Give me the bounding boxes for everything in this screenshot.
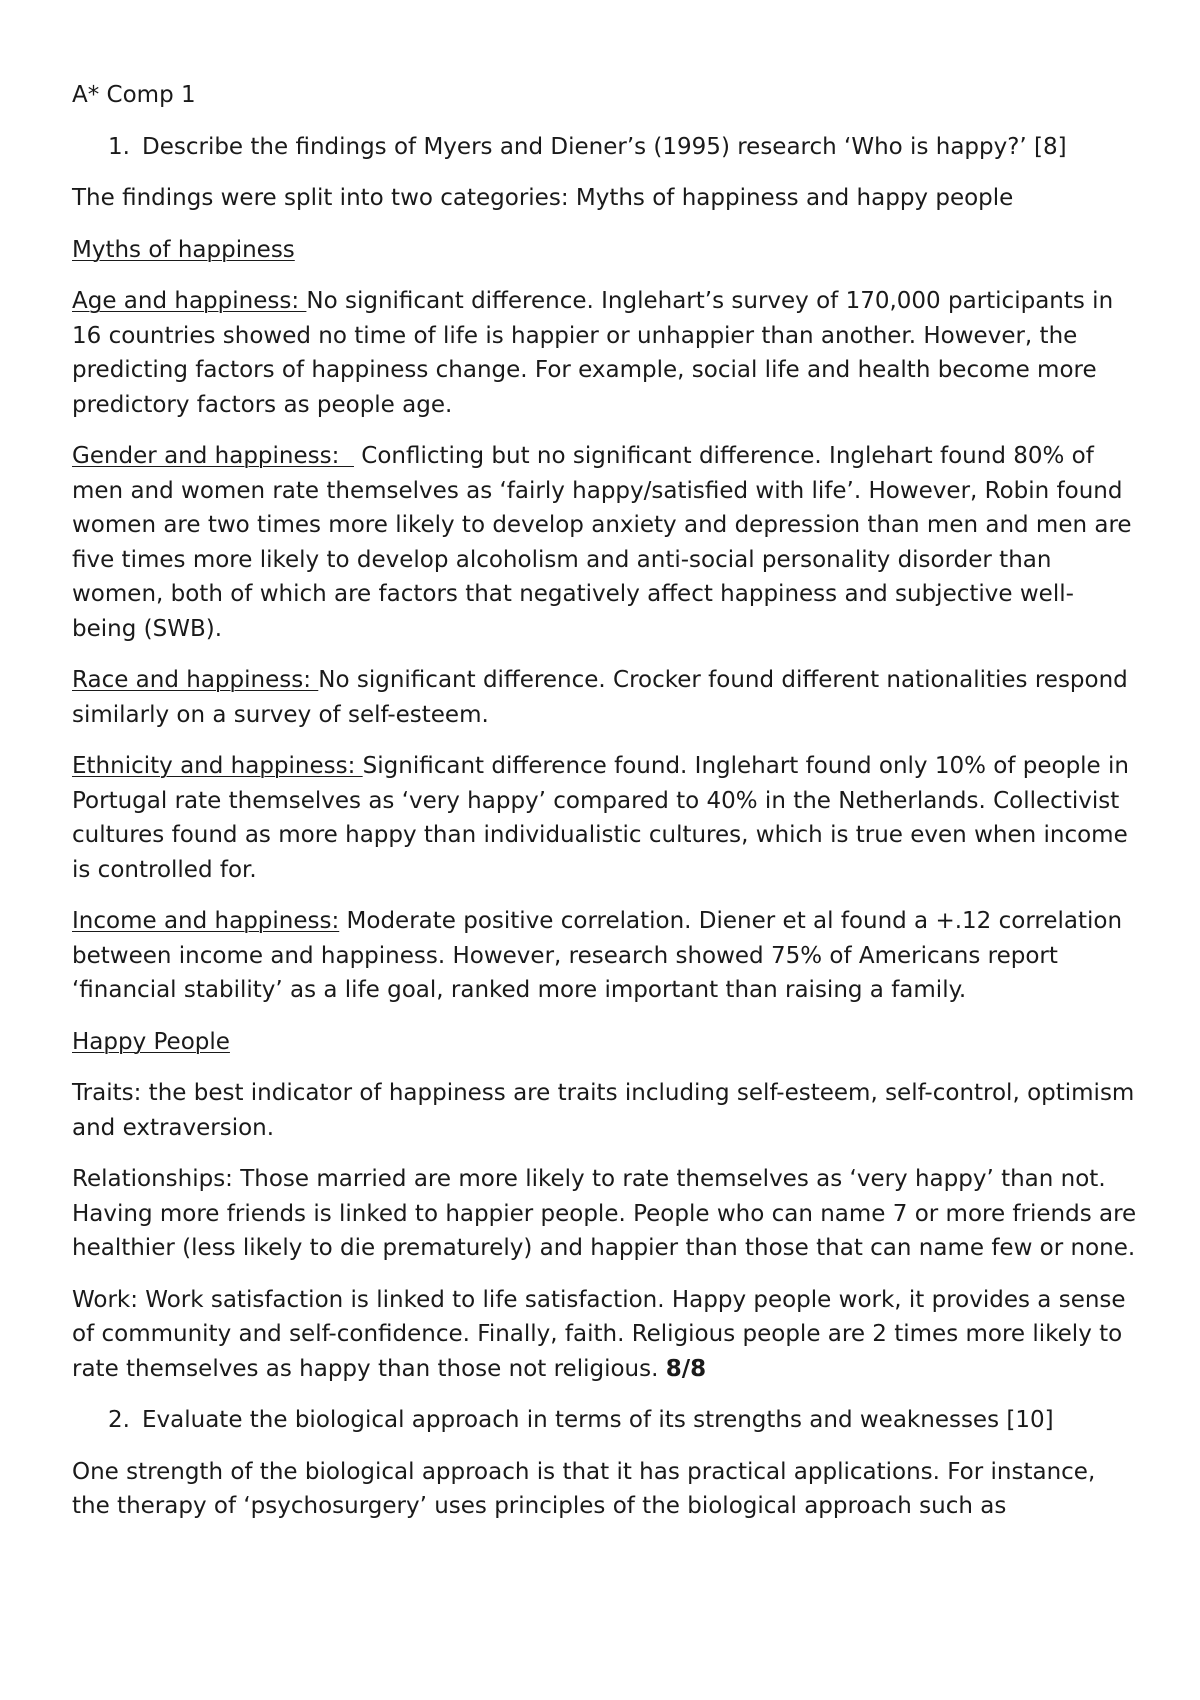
ethnicity-text: Significant difference found. Inglehart found only 10% of people in Portugal rate themselves as ‘very happy’ compared to 40% in the Netherlands. Collectivist cultures found as more happy than individualistic cultures, which is true even when income is controlled for.: [72, 753, 1129, 883]
intro-paragraph: The findings were split into two categories: Myths of happiness and happy people: [72, 185, 1014, 211]
income-paragraph: [72, 904, 1138, 1008]
ethnicity-label: Ethnicity and happiness:: [72, 753, 363, 779]
relationships-paragraph: Relationships: Those married are more likely to rate themselves as ‘very happy’ than not. Having more friends is linked to happier people. People who can name 7 or more friends are healthier (less likely to die prematurely) and happier than those that can name few or none.: [72, 1166, 1137, 1261]
age-text: No significant difference. Inglehart’s survey of 170,000 participants in 16 countries showed no time of life is happier or unhappier than another. However, the predicting factors of happiness change. For example, social life and health become more predictory factors as people age.: [72, 288, 1114, 418]
question-2-number: 2.: [108, 1407, 130, 1433]
happy-people-heading-text: Happy People: [72, 1028, 230, 1055]
race-text: No significant difference. Crocker found different nationalities respond similarly on a survey of self-esteem.: [72, 667, 1128, 728]
gender-paragraph: [72, 439, 1138, 646]
happy-people-heading: [72, 1025, 1138, 1060]
work-score: 8/8: [665, 1355, 707, 1382]
age-label: Age and happiness:: [72, 288, 307, 314]
question-2: [72, 1403, 1138, 1438]
answer-2-paragraph: One strength of the biological approach is that it has practical applications. For instance, the therapy of ‘psychosurgery’ uses principles of the biological approach such as: [72, 1458, 1096, 1519]
document-page: [72, 78, 1138, 1541]
gender-text: Conflicting but no significant difference. Inglehart found 80% of men and women rate themselves as ‘fairly happy/satisfied with life’. However, Robin found women are two times more likely to develop anxiety and depression than men and men are five times more likely to develop alcoholism and anti-social personality disorder than women, both of which are factors that negatively affect happiness and subjective well-being (SWB).: [72, 443, 1132, 642]
income-label: Income and happiness:: [72, 908, 340, 934]
ethnicity-paragraph: [72, 749, 1138, 887]
question-1-number: 1.: [108, 133, 130, 160]
document-title: A* Comp 1: [72, 82, 196, 108]
race-label: Race and happiness:: [72, 667, 319, 693]
income-text: Moderate positive correlation. Diener et al found a +.12 correlation between income and happiness. However, research showed 75% of Americans report ‘financial stability’ as a life goal, ranked more important than raising a family.: [72, 908, 1123, 1003]
question-2-text: Evaluate the biological approach in terms of its strengths and weaknesses [10]: [142, 1407, 1054, 1433]
myths-heading: [72, 233, 1138, 268]
work-paragraph: [72, 1283, 1138, 1387]
age-paragraph: [72, 284, 1138, 422]
race-paragraph: [72, 663, 1138, 732]
traits-paragraph: Traits: the best indicator of happiness are traits including self-esteem, self-control, optimism and extraversion.: [72, 1080, 1135, 1141]
question-1: [72, 130, 1138, 165]
myths-heading-text: Myths of happiness: [72, 236, 295, 263]
work-text: Work: Work satisfaction is linked to life satisfaction. Happy people work, it provides a sense of community and self-confidence. Finally, faith. Religious people are 2 times more likely to rate themselves as happy than those not religious.: [72, 1286, 1126, 1382]
question-1-text: Describe the findings of Myers and Diener’s (1995) research ‘Who is happy?’ [8]: [142, 133, 1067, 160]
gender-label: Gender and happiness:: [72, 443, 354, 469]
